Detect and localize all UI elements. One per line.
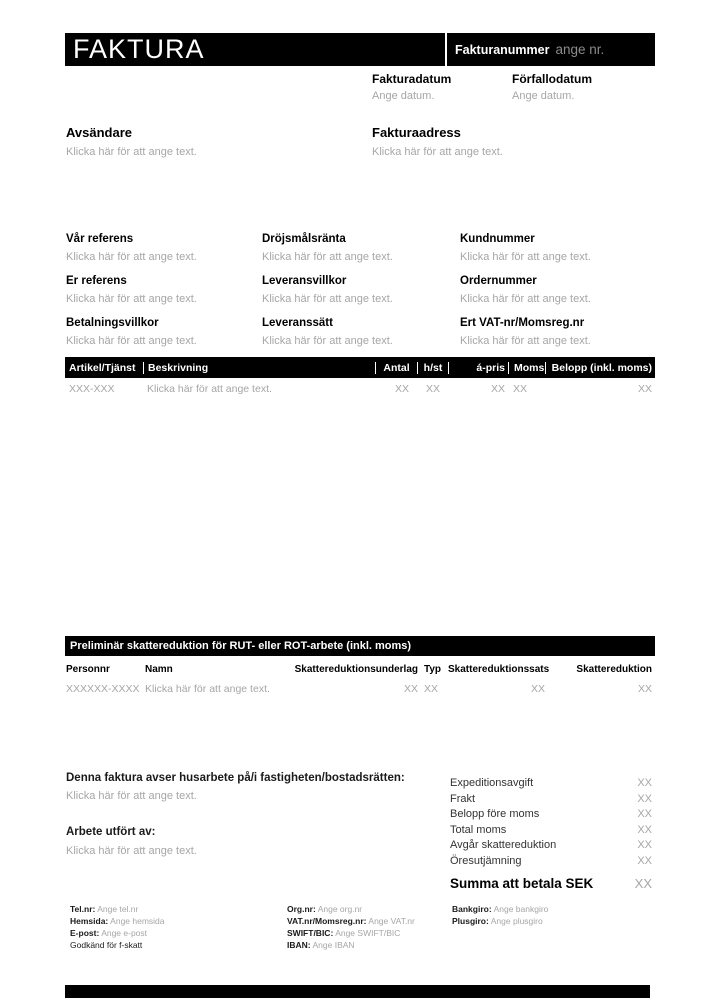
col-a-pris: á-pris	[448, 362, 508, 374]
footer-field[interactable]: Ange org.nr	[317, 904, 363, 914]
footer-contact-column	[70, 903, 165, 951]
ref-label: Er referens	[66, 275, 127, 287]
items-table-row	[65, 381, 655, 397]
footer-label: Bankgiro:	[452, 904, 492, 914]
footer-label: Plusgiro:	[452, 916, 489, 926]
ref-label: Dröjsmålsränta	[262, 233, 346, 245]
invoice-number-bar	[447, 33, 655, 66]
billing-address-field[interactable]: Klicka här för att ange text.	[372, 146, 503, 158]
total-value-field[interactable]: XX	[637, 839, 652, 851]
footer-field[interactable]: Ange VAT.nr	[368, 916, 415, 926]
ref-label: Ert VAT-nr/Momsreg.nr	[460, 317, 585, 329]
ref-drojsmalsranta	[262, 233, 393, 263]
total-value-field[interactable]: XX	[637, 808, 652, 820]
footer-label: E-post:	[70, 928, 100, 938]
ref-er-referens	[66, 275, 197, 305]
footer-line-epost	[70, 927, 165, 939]
col-beskrivning: Beskrivning	[143, 362, 375, 374]
footer-field[interactable]: Ange tel.nr	[97, 904, 139, 914]
ref-vat-nr	[460, 317, 591, 347]
ref-var-referens	[66, 233, 197, 263]
invoice-date-field[interactable]: Ange datum.	[372, 90, 435, 102]
col-personnr: Personnr	[66, 664, 110, 675]
col-skattereduktion: Skattereduktion	[576, 664, 652, 675]
ref-field[interactable]: Klicka här för att ange text.	[460, 335, 591, 347]
footer-label: Org.nr:	[287, 904, 316, 914]
col-moms: Moms	[508, 362, 545, 374]
ref-field[interactable]: Klicka här för att ange text.	[66, 293, 197, 305]
footer-field[interactable]: Ange e-post	[101, 928, 148, 938]
ref-betalningsvillkor	[66, 317, 197, 347]
ref-field[interactable]: Klicka här för att ange text.	[66, 335, 197, 347]
footer-line-bankgiro	[452, 903, 548, 915]
invoice-title-bar	[65, 33, 445, 66]
totals-block	[450, 777, 652, 870]
total-line-avgar-skattereduktion	[450, 839, 652, 855]
footer-field[interactable]: Ange IBAN	[312, 940, 355, 950]
performed-by-field[interactable]: Klicka här för att ange text.	[66, 845, 197, 857]
footer-payment-column	[452, 903, 548, 927]
ref-field[interactable]: Klicka här för att ange text.	[262, 293, 393, 305]
footer-line-swift	[287, 927, 415, 939]
rut-section-title: Preliminär skattereduktion för RUT- eller ROT-arbete (inkl. moms)	[70, 640, 412, 652]
ref-field[interactable]: Klicka här för att ange text.	[66, 251, 197, 263]
ref-ordernummer	[460, 275, 591, 305]
footer-line-plusgiro	[452, 915, 548, 927]
col-belopp: Belopp (inkl. moms)	[545, 362, 655, 374]
item-artikel-field[interactable]: XXX-XXX	[69, 383, 115, 395]
sender-field[interactable]: Klicka här för att ange text.	[66, 146, 197, 158]
item-h-st-field[interactable]: XX	[425, 383, 440, 395]
due-date-label: Förfallodatum	[512, 72, 592, 86]
footer-field[interactable]: Ange SWIFT/BIC	[335, 928, 401, 938]
ref-leveransvillkor	[262, 275, 393, 305]
ref-field[interactable]: Klicka här för att ange text.	[460, 293, 591, 305]
grand-total-label: Summa att betala SEK	[450, 876, 594, 891]
footer-label: VAT.nr/Momsreg.nr:	[287, 916, 367, 926]
footer-line-telnr	[70, 903, 165, 915]
total-line-belopp-fore-moms	[450, 808, 652, 824]
footer-line-vatnr	[287, 915, 415, 927]
total-value-field[interactable]: XX	[637, 792, 652, 805]
footer-label: IBAN:	[287, 940, 311, 950]
property-label: Denna faktura avser husarbete på/i fastigheten/bostadsrätten:	[66, 772, 405, 784]
footer-label: SWIFT/BIC:	[287, 928, 334, 938]
rut-personnr-field[interactable]: XXXXXX-XXXX	[66, 683, 140, 695]
rut-underlag-field[interactable]: XX	[403, 683, 418, 695]
total-line-expeditionsavgift	[450, 777, 652, 793]
total-label: Total moms	[450, 823, 507, 836]
col-artikel-tjanst: Artikel/Tjänst	[69, 361, 136, 374]
footer-label: Hemsida:	[70, 916, 109, 926]
col-skattereduktionsunderlag: Skattereduktionsunderlag	[294, 664, 418, 675]
total-label: Öresutjämning	[450, 854, 522, 867]
footer-line-orgnr	[287, 903, 415, 915]
total-value-field[interactable]: XX	[637, 854, 652, 867]
rut-typ-field[interactable]: XX	[424, 683, 439, 695]
total-label: Belopp före moms	[450, 808, 540, 820]
col-typ: Typ	[424, 664, 442, 675]
invoice-date-label: Fakturadatum	[372, 72, 452, 86]
total-value-field[interactable]: XX	[637, 777, 652, 789]
item-belopp-field[interactable]: XX	[637, 383, 652, 395]
ref-kundnummer	[460, 233, 591, 263]
total-line-total-moms	[450, 824, 652, 840]
total-label: Avgår skattereduktion	[450, 839, 557, 851]
grand-total-field[interactable]: XX	[634, 876, 652, 891]
ref-label: Betalningsvillkor	[66, 317, 159, 329]
total-label: Frakt	[450, 792, 476, 805]
sender-label: Avsändare	[66, 125, 132, 140]
col-h-st: h/st	[417, 362, 448, 374]
footer-field[interactable]: Ange hemsida	[110, 916, 165, 926]
items-table-header	[65, 357, 655, 378]
footer-line-hemsida	[70, 915, 165, 927]
ref-field[interactable]: Klicka här för att ange text.	[262, 251, 393, 263]
total-line-frakt	[450, 793, 652, 809]
rut-table-header	[65, 662, 655, 677]
rut-reduktion-field[interactable]: XX	[637, 683, 652, 695]
ref-field[interactable]: Klicka här för att ange text.	[460, 251, 591, 263]
footer-company-column	[287, 903, 415, 951]
page-title: FAKTURA	[73, 34, 205, 64]
rut-section-bar	[65, 636, 655, 656]
item-beskrivning-field[interactable]: Klicka här för att ange text.	[147, 383, 272, 395]
footer-line-iban	[287, 939, 415, 951]
total-label: Expeditionsavgift	[450, 777, 534, 789]
ref-label: Leveransvillkor	[262, 275, 347, 287]
billing-address-label: Fakturaadress	[372, 125, 461, 140]
ref-label: Vår referens	[66, 233, 134, 245]
total-value-field[interactable]: XX	[637, 823, 652, 836]
ref-label: Leveranssätt	[262, 317, 333, 329]
rut-table-row	[65, 681, 655, 697]
invoice-number-field[interactable]: ange nr.	[555, 42, 605, 57]
due-date-field[interactable]: Ange datum.	[512, 90, 575, 102]
col-antal: Antal	[375, 362, 417, 374]
footer-label: Tel.nr:	[70, 904, 96, 914]
property-field[interactable]: Klicka här för att ange text.	[66, 790, 197, 802]
ref-field[interactable]: Klicka här för att ange text.	[262, 335, 393, 347]
rut-sats-field[interactable]: XX	[530, 683, 545, 695]
col-namn: Namn	[145, 664, 173, 675]
footer-field[interactable]: Ange plusgiro	[490, 916, 543, 926]
footer-fskatt-note: Godkänd för f-skatt	[70, 940, 143, 950]
ref-label: Kundnummer	[460, 233, 535, 245]
item-a-pris-field[interactable]: XX	[490, 383, 505, 395]
footer-field[interactable]: Ange bankgiro	[493, 904, 549, 914]
ref-leveranssatt	[262, 317, 393, 347]
rut-namn-field[interactable]: Klicka här för att ange text.	[145, 683, 270, 695]
total-line-oresutjamning	[450, 855, 652, 871]
ref-label: Ordernummer	[460, 275, 537, 287]
invoice-number-label: Fakturanummer	[455, 42, 550, 57]
performed-by-label: Arbete utfört av:	[66, 826, 156, 838]
grand-total-line	[450, 876, 652, 891]
col-skattereduktionssats: Skattereduktionssats	[448, 664, 550, 675]
bottom-accent-bar	[65, 985, 650, 998]
item-antal-field[interactable]: XX	[394, 383, 409, 395]
item-moms-field[interactable]: XX	[513, 383, 528, 395]
